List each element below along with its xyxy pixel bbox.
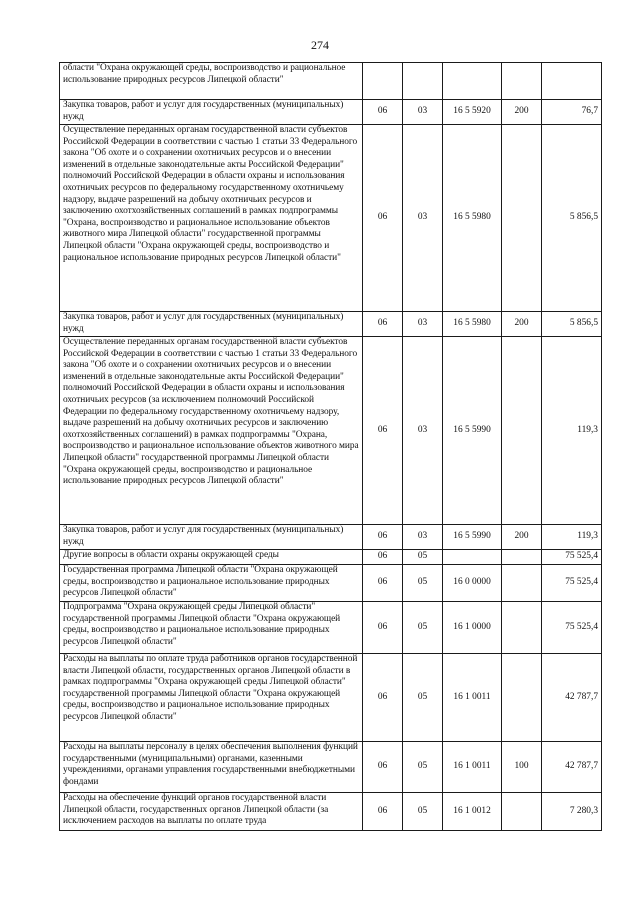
target-article-code: 16 1 0011 [443,742,502,793]
row-description: области "Охрана окружающей среды, воспроизводство и рациональное использование природных ресурсов Липецкой области" [60,63,363,100]
amount: 75 525,4 [542,602,602,654]
subsection-code: 03 [403,100,443,125]
amount: 5 856,5 [542,312,602,337]
table-row [60,550,602,565]
section-code: 06 [363,125,403,312]
section-code: 06 [363,793,403,831]
row-description: Закупка товаров, работ и услуг для государственных (муниципальных) нужд [60,100,363,125]
table-row [60,654,602,742]
expense-type-code: 200 [502,100,542,125]
section-code: 06 [363,100,403,125]
subsection-code: 03 [403,312,443,337]
row-description: Расходы на обеспечение функций органов государственной власти Липецкой области, государственных органов Липецкой области (за исключением расходов на выплаты по оплате труда [60,793,363,831]
target-article-code: 16 5 5990 [443,525,502,550]
target-article-code: 16 1 0011 [443,654,502,742]
target-article-code: 16 5 5980 [443,125,502,312]
table-row [60,312,602,337]
subsection-code: 05 [403,793,443,831]
amount: 75 525,4 [542,550,602,565]
row-description: Закупка товаров, работ и услуг для государственных (муниципальных) нужд [60,525,363,550]
section-code [363,63,403,100]
expense-type-code: 200 [502,312,542,337]
subsection-code: 03 [403,337,443,525]
subsection-code: 03 [403,525,443,550]
row-description: Осуществление переданных органам государственной власти субъектов Российской Федерации в соответствии с частью 1 статьи 33 Федерального закона "Об охоте и о сохранении охотничьих ресурсов и о внесении изменений в отдельные законодательные акты Российской Федерации" полномочий Российской Федерации в области охраны и использования охотничьих ресурсов по федеральному государственному охотничьему надзору, выдаче разрешений на добычу охотничьих ресурсов и заключению охотхозяйственных соглашений в рамках подпрограммы "Охрана, воспроизводство и рациональное использование объектов животного мира Липецкой области" государственной программы Липецкой области "Охрана окружающей среды, воспроизводство и рациональное использование природных ресурсов Липецкой области" [60,125,363,312]
table-row [60,100,602,125]
table-row [60,793,602,831]
section-code: 06 [363,337,403,525]
expense-type-code [502,793,542,831]
section-code: 06 [363,654,403,742]
table-row [60,63,602,100]
expense-type-code [502,125,542,312]
amount: 119,3 [542,337,602,525]
amount: 75 525,4 [542,565,602,602]
table-row [60,565,602,602]
target-article-code: 16 1 0012 [443,793,502,831]
row-description: Расходы на выплаты по оплате труда работников органов государственной власти Липецкой области, государственных органов Липецкой области в рамках подпрограммы "Охрана окружающей среды Липецкой области" государственной программы Липецкой области "Охрана окружающей среды, воспроизводство и рациональное использование природных ресурсов Липецкой области" [60,654,363,742]
row-description: Осуществление переданных органам государственной власти субъектов Российской Федерации в соответствии с частью 1 статьи 33 Федерального закона "Об охоте и о сохранении охотничьих ресурсов и о внесении изменений в отдельные законодательные акты Российской Федерации" полномочий Российской Федерации в области охраны и использования охотничьих ресурсов (за исключением полномочий Российской Федерации по федеральному государственному охотничьему надзору, выдаче разрешений на добычу охотничьих ресурсов и заключению охотхозяйственных соглашений) в рамках подпрограммы "Охрана, воспроизводство и рациональное использование объектов животного мира Липецкой области" государственной программы Липецкой области "Охрана окружающей среды, воспроизводство и рациональное использование природных ресурсов Липецкой области" [60,337,363,525]
amount: 76,7 [542,100,602,125]
subsection-code: 05 [403,742,443,793]
expense-type-code [502,565,542,602]
row-description: Государственная программа Липецкой области "Охрана окружающей среды, воспроизводство и рациональное использование природных ресурсов Липецкой области" [60,565,363,602]
section-code: 06 [363,565,403,602]
table-row [60,602,602,654]
table-row [60,337,602,525]
target-article-code [443,550,502,565]
section-code: 06 [363,550,403,565]
expense-type-code [502,337,542,525]
expense-type-code [502,550,542,565]
expense-type-code [502,602,542,654]
target-article-code: 16 5 5990 [443,337,502,525]
subsection-code: 05 [403,602,443,654]
subsection-code: 05 [403,550,443,565]
row-description: Расходы на выплаты персоналу в целях обеспечения выполнения функций государственными (муниципальными) органами, казенными учреждениями, органами управления государственными внебюджетными фондами [60,742,363,793]
section-code: 06 [363,525,403,550]
target-article-code: 16 5 5920 [443,100,502,125]
amount: 5 856,5 [542,125,602,312]
subsection-code [403,63,443,100]
target-article-code [443,63,502,100]
table-row [60,525,602,550]
amount: 7 280,3 [542,793,602,831]
target-article-code: 16 0 0000 [443,565,502,602]
table-row [60,742,602,793]
expense-type-code: 100 [502,742,542,793]
subsection-code: 05 [403,565,443,602]
section-code: 06 [363,602,403,654]
expense-type-code: 200 [502,525,542,550]
subsection-code: 05 [403,654,443,742]
target-article-code: 16 5 5980 [443,312,502,337]
target-article-code: 16 1 0000 [443,602,502,654]
row-description: Подпрограмма "Охрана окружающей среды Липецкой области" государственной программы Липецкой области "Охрана окружающей среды, воспроизводство и рациональное использование природных ресурсов Липецкой области" [60,602,363,654]
table-row [60,125,602,312]
expense-type-code [502,63,542,100]
amount [542,63,602,100]
budget-table [59,62,602,831]
amount: 119,3 [542,525,602,550]
page-number: 274 [311,38,329,52]
section-code: 06 [363,742,403,793]
subsection-code: 03 [403,125,443,312]
section-code: 06 [363,312,403,337]
amount: 42 787,7 [542,654,602,742]
expense-type-code [502,654,542,742]
row-description: Закупка товаров, работ и услуг для государственных (муниципальных) нужд [60,312,363,337]
row-description: Другие вопросы в области охраны окружающей среды [60,550,363,565]
amount: 42 787,7 [542,742,602,793]
